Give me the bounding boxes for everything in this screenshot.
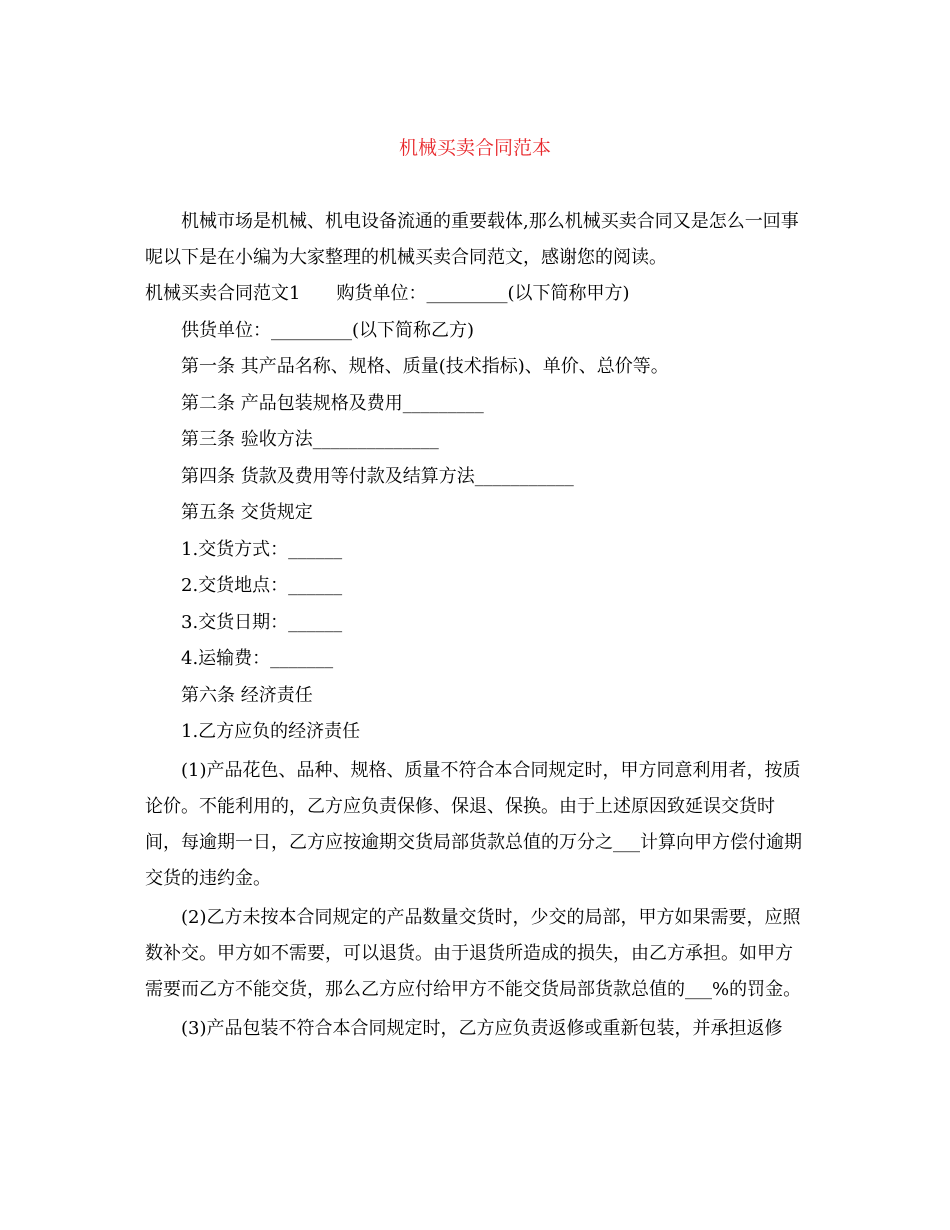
seller-liability-heading: 1.乙方应负的经济责任: [181, 721, 361, 742]
delivery-method: 1.交货方式：______: [181, 538, 343, 560]
delivery-location: 2.交货地点：______: [181, 575, 343, 596]
article-6: 第六条 经济责任: [181, 684, 313, 706]
article-4: 第四条 货款及费用等付款及结算方法___________: [181, 465, 574, 487]
article-5: 第五条 交货规定: [181, 502, 313, 523]
article-3: 第三条 验收方法______________: [181, 429, 439, 450]
contract-line-buyer: 机械买卖合同范文1 购货单位：_________(以下简称甲方): [145, 283, 630, 304]
document-body: [145, 204, 805, 1047]
article-1: 第一条 其产品名称、规格、质量(技术指标)、单价、总价等。: [181, 356, 669, 377]
shipping-fee: 4.运输费：_______: [181, 648, 334, 669]
intro-paragraph: 机械市场是机械、机电设备流通的重要载体,那么机械买卖合同又是怎么一回事呢以下是在小编为大家整理的机械买卖合同范文，感谢您的阅读。: [145, 211, 799, 268]
delivery-date: 3.交货日期：______: [181, 611, 343, 633]
liability-paragraph-1: (1)产品花色、品种、规格、质量不符合本合同规定时，甲方同意利用者，按质论价。不能利用的，乙方应负责保修、保退、保换。由于上述原因致延误交货时间，每逾期一日，乙方应按逾期交货局部货款总值的万分之___计算向甲方偿付逾期交货的违约金。: [145, 759, 802, 889]
article-2: 第二条 产品包装规格及费用_________: [181, 392, 484, 414]
liability-paragraph-2: (2)乙方未按本合同规定的产品数量交货时，少交的局部，甲方如果需要，应照数补交。甲方如不需要，可以退货。由于退货所造成的损失，由乙方承担。如甲方需要而乙方不能交货，那么乙方应付给甲方不能交货局部货款总值的___%的罚金。: [145, 906, 802, 1000]
contract-line-supplier: 供货单位：_________(以下简称乙方): [181, 319, 475, 341]
document-title: 机械买卖合同范本: [398, 137, 551, 159]
liability-paragraph-3: (3)产品包装不符合本合同规定时，乙方应负责返修或重新包装，并承担返修: [181, 1017, 783, 1039]
